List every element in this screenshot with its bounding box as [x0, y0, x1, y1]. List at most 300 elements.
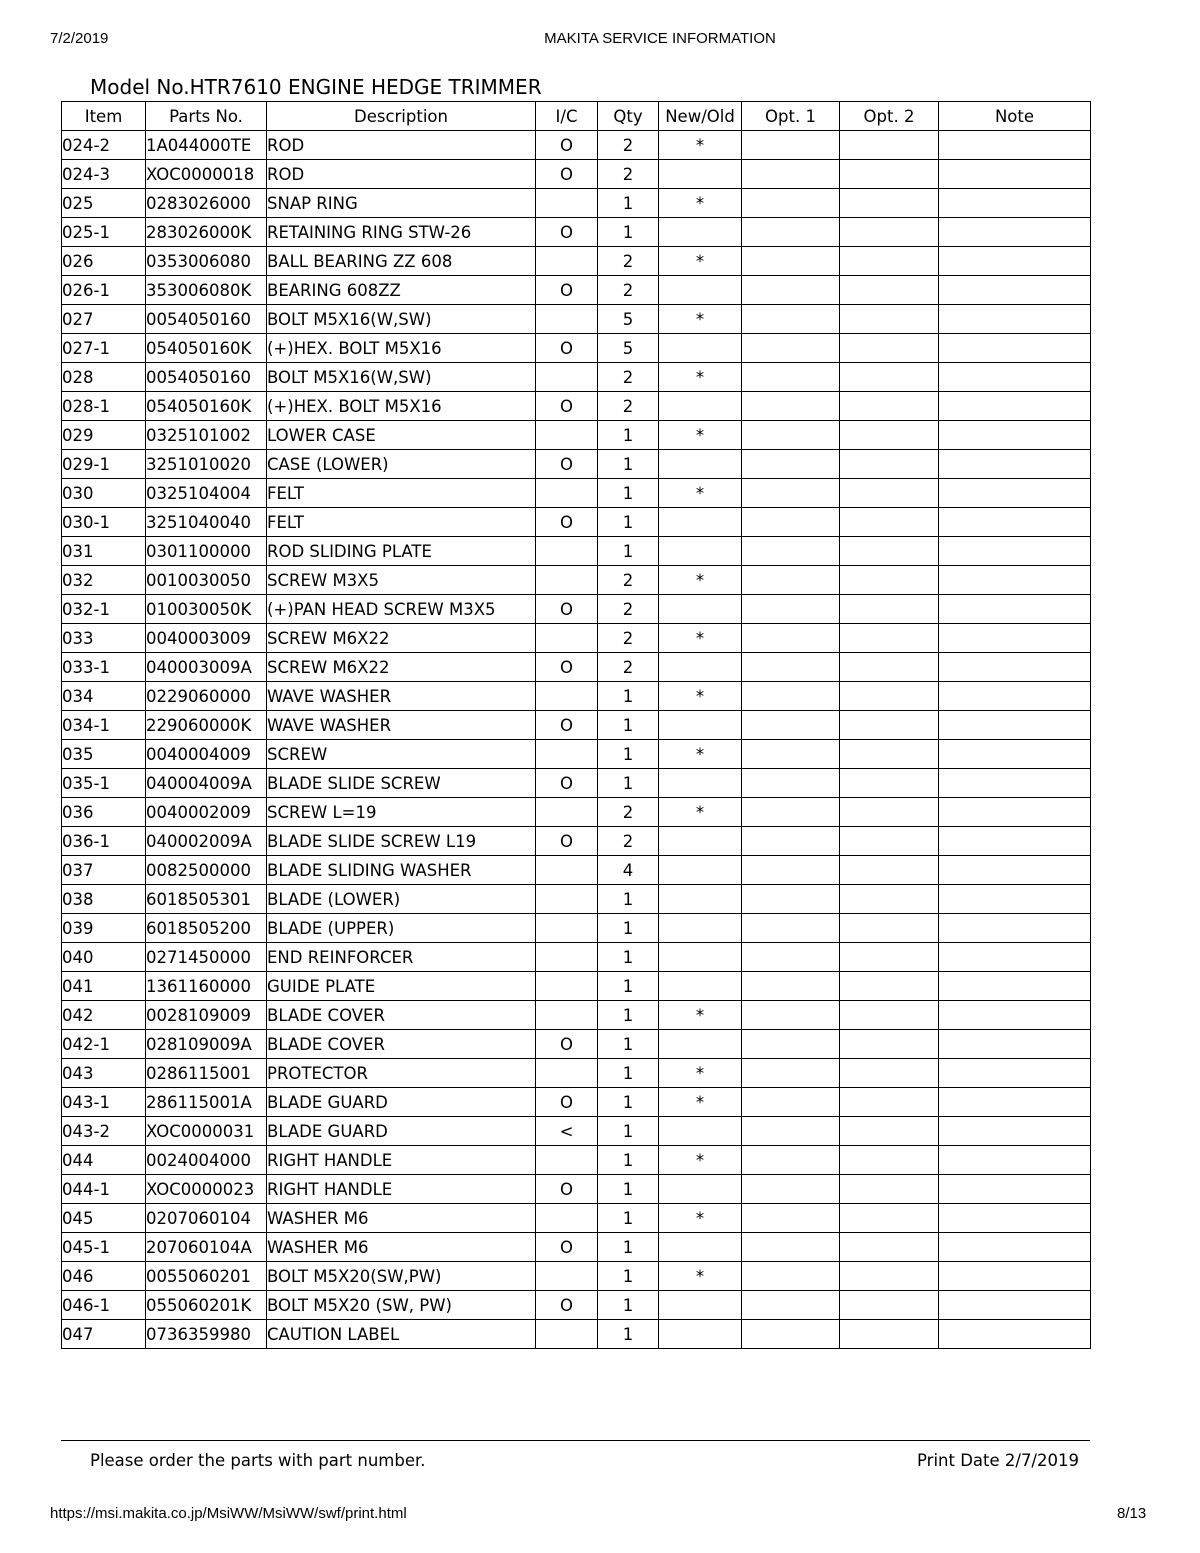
cell-description: PROTECTOR	[267, 1059, 536, 1088]
cell-part-no: 353006080K	[146, 276, 267, 305]
cell-new-old	[659, 276, 742, 305]
cell-ic: O	[536, 1291, 598, 1320]
cell-part-no: 0229060000	[146, 682, 267, 711]
cell-note	[939, 914, 1091, 943]
cell-opt2	[840, 682, 939, 711]
cell-opt1	[742, 131, 840, 160]
cell-new-old: *	[659, 305, 742, 334]
cell-opt2	[840, 1262, 939, 1291]
cell-opt1	[742, 914, 840, 943]
cell-description: CASE (LOWER)	[267, 450, 536, 479]
cell-new-old	[659, 218, 742, 247]
cell-ic: O	[536, 711, 598, 740]
cell-new-old	[659, 972, 742, 1001]
cell-new-old	[659, 392, 742, 421]
header-note: Note	[939, 102, 1091, 131]
table-row	[62, 885, 1091, 914]
cell-part-no: 283026000K	[146, 218, 267, 247]
cell-opt2	[840, 740, 939, 769]
browser-header-date: 7/2/2019	[50, 30, 109, 47]
table-row	[62, 914, 1091, 943]
cell-new-old	[659, 1233, 742, 1262]
cell-part-no: 1361160000	[146, 972, 267, 1001]
cell-note	[939, 769, 1091, 798]
cell-opt1	[742, 1262, 840, 1291]
cell-qty: 5	[598, 334, 659, 363]
cell-part-no: 0054050160	[146, 363, 267, 392]
table-row	[62, 450, 1091, 479]
cell-ic	[536, 421, 598, 450]
cell-item: 030	[62, 479, 146, 508]
cell-ic	[536, 305, 598, 334]
cell-ic: O	[536, 595, 598, 624]
cell-new-old	[659, 856, 742, 885]
cell-opt1	[742, 1175, 840, 1204]
cell-opt2	[840, 334, 939, 363]
cell-opt1	[742, 1320, 840, 1349]
cell-qty: 2	[598, 798, 659, 827]
cell-note	[939, 479, 1091, 508]
cell-ic	[536, 363, 598, 392]
table-row	[62, 740, 1091, 769]
cell-description: BLADE COVER	[267, 1030, 536, 1059]
cell-opt1	[742, 798, 840, 827]
cell-ic	[536, 537, 598, 566]
table-row	[62, 827, 1091, 856]
cell-new-old	[659, 827, 742, 856]
cell-qty: 5	[598, 305, 659, 334]
cell-item: 024-3	[62, 160, 146, 189]
table-row	[62, 972, 1091, 1001]
header-opt2: Opt. 2	[840, 102, 939, 131]
cell-note	[939, 247, 1091, 276]
cell-ic: O	[536, 392, 598, 421]
cell-description: BLADE SLIDE SCREW	[267, 769, 536, 798]
cell-opt2	[840, 1175, 939, 1204]
table-header-row	[62, 102, 1091, 131]
cell-description: RIGHT HANDLE	[267, 1146, 536, 1175]
cell-opt2	[840, 247, 939, 276]
cell-qty: 1	[598, 421, 659, 450]
cell-ic	[536, 624, 598, 653]
table-row	[62, 1059, 1091, 1088]
cell-opt1	[742, 537, 840, 566]
cell-new-old	[659, 160, 742, 189]
cell-note	[939, 160, 1091, 189]
cell-ic	[536, 798, 598, 827]
cell-new-old	[659, 450, 742, 479]
cell-item: 029-1	[62, 450, 146, 479]
cell-description: SCREW M3X5	[267, 566, 536, 595]
browser-header-title: MAKITA SERVICE INFORMATION	[544, 30, 776, 47]
cell-item: 045	[62, 1204, 146, 1233]
cell-item: 032	[62, 566, 146, 595]
cell-part-no: 1A044000TE	[146, 131, 267, 160]
cell-item: 042-1	[62, 1030, 146, 1059]
cell-ic: O	[536, 653, 598, 682]
cell-part-no: XOC0000031	[146, 1117, 267, 1146]
cell-item: 044-1	[62, 1175, 146, 1204]
table-row	[62, 363, 1091, 392]
cell-qty: 1	[598, 943, 659, 972]
parts-table-body	[62, 131, 1091, 1349]
cell-part-no: 010030050K	[146, 595, 267, 624]
cell-new-old: *	[659, 1262, 742, 1291]
cell-ic	[536, 189, 598, 218]
table-row	[62, 1088, 1091, 1117]
cell-new-old	[659, 1320, 742, 1349]
cell-opt1	[742, 1204, 840, 1233]
cell-item: 033	[62, 624, 146, 653]
cell-description: SCREW M6X22	[267, 653, 536, 682]
cell-item: 044	[62, 1146, 146, 1175]
cell-qty: 1	[598, 508, 659, 537]
cell-note	[939, 276, 1091, 305]
cell-opt2	[840, 624, 939, 653]
cell-item: 037	[62, 856, 146, 885]
cell-description: LOWER CASE	[267, 421, 536, 450]
cell-new-old: *	[659, 798, 742, 827]
cell-opt1	[742, 711, 840, 740]
cell-new-old: *	[659, 1059, 742, 1088]
cell-item: 038	[62, 885, 146, 914]
cell-ic: O	[536, 1175, 598, 1204]
cell-opt1	[742, 450, 840, 479]
browser-footer-url: https://msi.makita.co.jp/MsiWW/MsiWW/swf/print.html	[50, 1505, 407, 1522]
cell-description: SCREW L=19	[267, 798, 536, 827]
cell-new-old: *	[659, 479, 742, 508]
table-row	[62, 392, 1091, 421]
cell-ic: O	[536, 827, 598, 856]
cell-ic	[536, 1204, 598, 1233]
cell-note	[939, 218, 1091, 247]
cell-opt1	[742, 827, 840, 856]
cell-ic	[536, 943, 598, 972]
cell-description: (+)PAN HEAD SCREW M3X5	[267, 595, 536, 624]
cell-ic: O	[536, 334, 598, 363]
cell-item: 028	[62, 363, 146, 392]
cell-opt2	[840, 566, 939, 595]
cell-opt1	[742, 247, 840, 276]
cell-qty: 1	[598, 1291, 659, 1320]
cell-description: BEARING 608ZZ	[267, 276, 536, 305]
cell-opt2	[840, 1030, 939, 1059]
cell-note	[939, 595, 1091, 624]
cell-opt1	[742, 769, 840, 798]
cell-description: ROD	[267, 131, 536, 160]
cell-qty: 1	[598, 740, 659, 769]
cell-opt2	[840, 653, 939, 682]
cell-new-old	[659, 508, 742, 537]
cell-ic: <	[536, 1117, 598, 1146]
cell-description: FELT	[267, 508, 536, 537]
cell-note	[939, 1117, 1091, 1146]
footer-divider	[61, 1440, 1090, 1441]
cell-new-old: *	[659, 566, 742, 595]
cell-description: BOLT M5X16(W,SW)	[267, 305, 536, 334]
cell-qty: 1	[598, 1117, 659, 1146]
cell-ic	[536, 885, 598, 914]
cell-note	[939, 972, 1091, 1001]
cell-opt1	[742, 1146, 840, 1175]
cell-opt2	[840, 1001, 939, 1030]
cell-new-old: *	[659, 682, 742, 711]
cell-description: FELT	[267, 479, 536, 508]
cell-new-old: *	[659, 421, 742, 450]
cell-opt2	[840, 160, 939, 189]
cell-part-no: XOC0000023	[146, 1175, 267, 1204]
cell-part-no: 286115001A	[146, 1088, 267, 1117]
table-row	[62, 1030, 1091, 1059]
cell-item: 043-2	[62, 1117, 146, 1146]
cell-note	[939, 131, 1091, 160]
cell-opt1	[742, 189, 840, 218]
cell-opt2	[840, 421, 939, 450]
cell-item: 028-1	[62, 392, 146, 421]
cell-opt1	[742, 1088, 840, 1117]
cell-ic	[536, 682, 598, 711]
table-row	[62, 1291, 1091, 1320]
cell-item: 029	[62, 421, 146, 450]
cell-note	[939, 566, 1091, 595]
cell-note	[939, 421, 1091, 450]
cell-description: WASHER M6	[267, 1204, 536, 1233]
cell-qty: 1	[598, 218, 659, 247]
cell-item: 032-1	[62, 595, 146, 624]
cell-ic: O	[536, 1030, 598, 1059]
cell-new-old	[659, 1117, 742, 1146]
cell-description: (+)HEX. BOLT M5X16	[267, 392, 536, 421]
cell-opt1	[742, 508, 840, 537]
table-row	[62, 131, 1091, 160]
cell-description: WASHER M6	[267, 1233, 536, 1262]
cell-opt2	[840, 276, 939, 305]
cell-opt1	[742, 479, 840, 508]
cell-opt2	[840, 218, 939, 247]
cell-opt2	[840, 943, 939, 972]
cell-qty: 2	[598, 624, 659, 653]
cell-description: BLADE (UPPER)	[267, 914, 536, 943]
table-row	[62, 682, 1091, 711]
cell-part-no: 3251010020	[146, 450, 267, 479]
cell-part-no: 0040003009	[146, 624, 267, 653]
table-row	[62, 856, 1091, 885]
cell-qty: 1	[598, 1262, 659, 1291]
table-row	[62, 421, 1091, 450]
cell-qty: 2	[598, 392, 659, 421]
cell-note	[939, 189, 1091, 218]
cell-part-no: 0301100000	[146, 537, 267, 566]
cell-ic	[536, 479, 598, 508]
header-parts-no: Parts No.	[146, 102, 267, 131]
cell-description: GUIDE PLATE	[267, 972, 536, 1001]
cell-qty: 1	[598, 479, 659, 508]
cell-new-old	[659, 943, 742, 972]
cell-opt1	[742, 566, 840, 595]
cell-ic: O	[536, 508, 598, 537]
footer-order-note: Please order the parts with part number.	[90, 1451, 426, 1470]
cell-ic: O	[536, 1088, 598, 1117]
cell-opt2	[840, 827, 939, 856]
cell-description: BLADE COVER	[267, 1001, 536, 1030]
cell-description: BLADE GUARD	[267, 1088, 536, 1117]
cell-opt2	[840, 1088, 939, 1117]
cell-qty: 2	[598, 276, 659, 305]
cell-opt1	[742, 740, 840, 769]
header-item: Item	[62, 102, 146, 131]
cell-part-no: 040003009A	[146, 653, 267, 682]
cell-qty: 2	[598, 131, 659, 160]
cell-ic	[536, 1059, 598, 1088]
cell-part-no: 207060104A	[146, 1233, 267, 1262]
cell-opt1	[742, 885, 840, 914]
cell-part-no: 0054050160	[146, 305, 267, 334]
cell-note	[939, 508, 1091, 537]
cell-item: 036	[62, 798, 146, 827]
cell-note	[939, 1233, 1091, 1262]
cell-qty: 1	[598, 1001, 659, 1030]
table-row	[62, 305, 1091, 334]
cell-note	[939, 450, 1091, 479]
header-new-old: New/Old	[659, 102, 742, 131]
cell-note	[939, 885, 1091, 914]
cell-qty: 1	[598, 1204, 659, 1233]
cell-new-old: *	[659, 189, 742, 218]
cell-item: 026-1	[62, 276, 146, 305]
table-row	[62, 1175, 1091, 1204]
cell-opt1	[742, 421, 840, 450]
cell-opt1	[742, 1001, 840, 1030]
cell-item: 027-1	[62, 334, 146, 363]
cell-opt2	[840, 1146, 939, 1175]
cell-opt1	[742, 624, 840, 653]
table-row	[62, 711, 1091, 740]
cell-new-old: *	[659, 1001, 742, 1030]
cell-qty: 1	[598, 769, 659, 798]
cell-qty: 1	[598, 711, 659, 740]
table-row	[62, 189, 1091, 218]
cell-ic: O	[536, 218, 598, 247]
cell-item: 034-1	[62, 711, 146, 740]
cell-opt2	[840, 972, 939, 1001]
cell-part-no: 0024004000	[146, 1146, 267, 1175]
cell-item: 025-1	[62, 218, 146, 247]
cell-qty: 1	[598, 1233, 659, 1262]
cell-description: BLADE SLIDE SCREW L19	[267, 827, 536, 856]
cell-opt2	[840, 914, 939, 943]
cell-part-no: 040002009A	[146, 827, 267, 856]
cell-note	[939, 305, 1091, 334]
cell-qty: 2	[598, 595, 659, 624]
cell-description: BLADE GUARD	[267, 1117, 536, 1146]
cell-note	[939, 624, 1091, 653]
cell-item: 041	[62, 972, 146, 1001]
table-row	[62, 1233, 1091, 1262]
cell-item: 046-1	[62, 1291, 146, 1320]
cell-ic: O	[536, 769, 598, 798]
cell-opt2	[840, 479, 939, 508]
table-row	[62, 769, 1091, 798]
cell-item: 046	[62, 1262, 146, 1291]
table-row	[62, 798, 1091, 827]
table-row	[62, 1262, 1091, 1291]
cell-note	[939, 653, 1091, 682]
cell-qty: 1	[598, 1146, 659, 1175]
cell-qty: 2	[598, 363, 659, 392]
cell-new-old: *	[659, 1088, 742, 1117]
cell-description: BALL BEARING ZZ 608	[267, 247, 536, 276]
cell-qty: 1	[598, 1030, 659, 1059]
cell-description: WAVE WASHER	[267, 682, 536, 711]
cell-opt1	[742, 1291, 840, 1320]
parts-table	[61, 101, 1091, 1349]
cell-opt1	[742, 363, 840, 392]
table-row	[62, 334, 1091, 363]
table-row	[62, 653, 1091, 682]
cell-opt1	[742, 276, 840, 305]
cell-new-old: *	[659, 1204, 742, 1233]
cell-opt2	[840, 508, 939, 537]
table-row	[62, 1001, 1091, 1030]
cell-part-no: 040004009A	[146, 769, 267, 798]
cell-part-no: 0736359980	[146, 1320, 267, 1349]
table-row	[62, 247, 1091, 276]
cell-qty: 1	[598, 972, 659, 1001]
cell-opt1	[742, 972, 840, 1001]
cell-part-no: 0082500000	[146, 856, 267, 885]
cell-note	[939, 1291, 1091, 1320]
cell-item: 024-2	[62, 131, 146, 160]
cell-new-old	[659, 769, 742, 798]
header-ic: I/C	[536, 102, 598, 131]
cell-part-no: 0028109009	[146, 1001, 267, 1030]
cell-item: 025	[62, 189, 146, 218]
header-qty: Qty	[598, 102, 659, 131]
cell-note	[939, 1059, 1091, 1088]
cell-qty: 1	[598, 682, 659, 711]
cell-item: 030-1	[62, 508, 146, 537]
cell-part-no: 054050160K	[146, 334, 267, 363]
table-row	[62, 566, 1091, 595]
cell-opt2	[840, 450, 939, 479]
cell-note	[939, 1030, 1091, 1059]
cell-part-no: 0325101002	[146, 421, 267, 450]
cell-opt2	[840, 711, 939, 740]
table-row	[62, 624, 1091, 653]
cell-item: 035	[62, 740, 146, 769]
cell-ic: O	[536, 276, 598, 305]
cell-part-no: 6018505200	[146, 914, 267, 943]
cell-qty: 1	[598, 885, 659, 914]
cell-part-no: 0353006080	[146, 247, 267, 276]
cell-qty: 4	[598, 856, 659, 885]
cell-qty: 1	[598, 537, 659, 566]
cell-opt2	[840, 769, 939, 798]
cell-part-no: 054050160K	[146, 392, 267, 421]
cell-item: 035-1	[62, 769, 146, 798]
page-number: 8/13	[1117, 1505, 1147, 1522]
cell-part-no: 0055060201	[146, 1262, 267, 1291]
cell-note	[939, 943, 1091, 972]
cell-item: 026	[62, 247, 146, 276]
cell-opt1	[742, 392, 840, 421]
cell-item: 039	[62, 914, 146, 943]
cell-opt2	[840, 595, 939, 624]
cell-opt1	[742, 856, 840, 885]
cell-description: SCREW M6X22	[267, 624, 536, 653]
cell-opt1	[742, 334, 840, 363]
cell-opt1	[742, 1059, 840, 1088]
